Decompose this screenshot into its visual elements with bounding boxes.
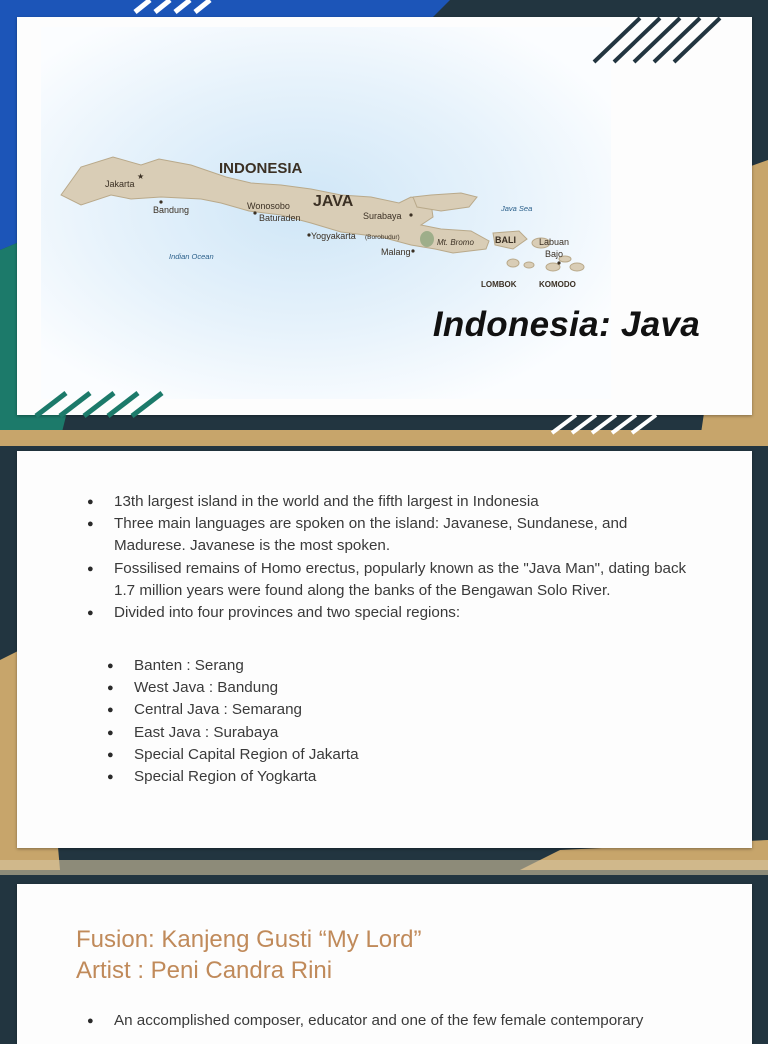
map-label-java: JAVA (313, 193, 354, 210)
slide-java-facts (17, 451, 752, 848)
map-label-jakarta: Jakarta (105, 179, 135, 189)
map-label-malang: Malang (381, 247, 411, 257)
regions-list (107, 655, 607, 788)
list-item: ● Special Capital Region of Jakarta (107, 744, 607, 766)
list-item: ● Banten : Serang (107, 655, 607, 677)
list-item: ● Fossilised remains of Homo erectus, popularly known as the "Java Man", dating back 1.7 million years were found along the banks of the Bengawan Solo River. (87, 558, 697, 602)
list-item: ● Three main languages are spoken on the island: Javanese, Sundanese, and Madurese. Javanese is the most spoken. (87, 513, 697, 557)
list-item: ● West Java : Bandung (107, 677, 607, 699)
list-item: ● Central Java : Semarang (107, 699, 607, 721)
map-label-yogyakarta: Yogyakarta (311, 231, 356, 241)
map-label-indian-ocean: Indian Ocean (169, 252, 214, 261)
map-label-baturaden: Baturaden (259, 213, 301, 223)
fusion-title: Fusion: Kanjeng Gusti “My Lord” (76, 926, 422, 953)
slide-fusion (17, 884, 752, 1044)
list-item: ● 13th largest island in the world and the fifth largest in Indonesia (87, 491, 697, 513)
map-label-lombok: LOMBOK (481, 280, 517, 289)
map-label-bajo: Bajo (545, 249, 564, 259)
map-label-komodo: KOMODO (539, 280, 576, 289)
map-label-indonesia: INDONESIA (219, 160, 303, 177)
map-label-surabaya: Surabaya (363, 211, 402, 221)
map-label-bali: BALI (495, 235, 516, 245)
svg-text:★: ★ (137, 172, 145, 181)
facts-list (87, 491, 697, 624)
map-label-borobudur: (Borobudur) (365, 234, 400, 241)
list-item: ● Divided into four provinces and two special regions: (87, 602, 697, 624)
slide-title: Indonesia: Java (432, 305, 700, 344)
map-label-mt-bromo: Mt. Bromo (437, 238, 474, 247)
map-label-labuan: Labuan (539, 237, 570, 247)
artist-list (87, 1010, 707, 1032)
map-label-java-sea: Java Sea (501, 204, 533, 213)
map-label-wonosobo: Wonosobo (247, 201, 290, 211)
list-item: ● An accomplished composer, educator and one of the few female contemporary (87, 1010, 707, 1032)
list-item: ● East Java : Surabaya (107, 722, 607, 744)
list-item: ● Special Region of Yogkarta (107, 766, 607, 788)
map-label-bandung: Bandung (153, 205, 190, 215)
slide-java-map (17, 17, 752, 415)
artist-name: Artist : Peni Candra Rini (76, 957, 333, 984)
slide-heading (76, 924, 421, 986)
